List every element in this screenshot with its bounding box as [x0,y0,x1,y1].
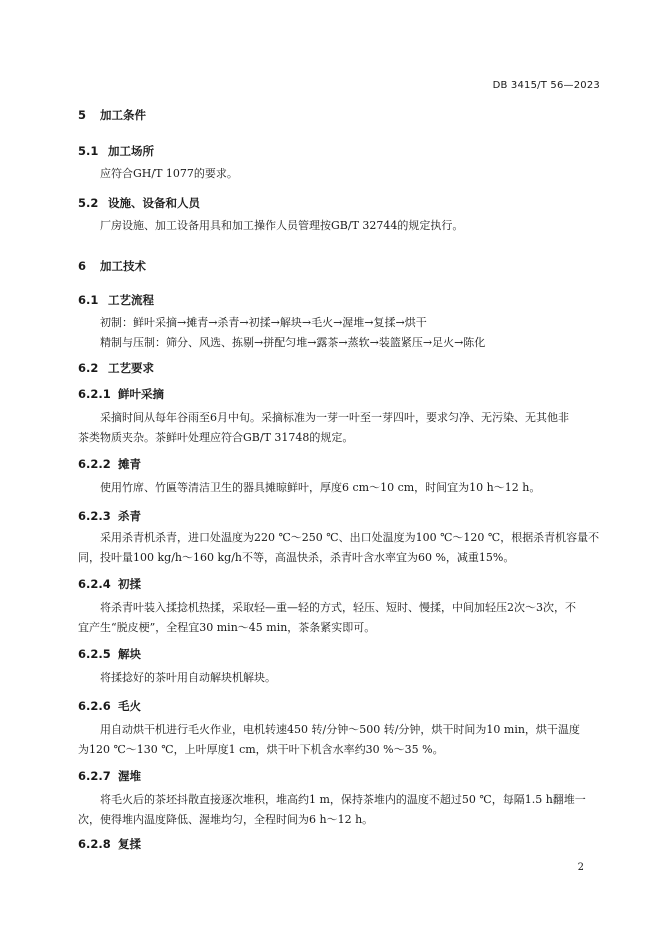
paragraph-line: 精制与压制：筛分、风选、拣剔→拼配匀堆→露茶→蒸软→装篮紧压→足火→陈化 [100,336,486,349]
heading-title: 加工技术 [100,259,146,273]
heading-number: 6.2.8 [78,837,111,851]
paragraph-6-1 [78,313,600,353]
heading-5-1 [78,143,154,159]
paragraph-line: 宜产生“脱皮梗”，全程宜30 min～45 min，茶条紧实即可。 [78,621,376,634]
heading-6-2-8 [78,836,141,852]
paragraph-line: 将毛火后的茶坯抖散直接逐次堆积，堆高约1 m，保持茶堆内的温度不超过50 ℃，每隔1.5 h翻堆一 [100,793,586,806]
heading-title: 加工场所 [108,144,154,158]
heading-number: 6.2.6 [78,699,111,713]
paragraph-line: 初制：鲜叶采摘→摊青→杀青→初揉→解块→毛火→渥堆→复揉→烘干 [100,316,427,329]
heading-title: 杀青 [118,509,141,523]
heading-title: 加工条件 [100,108,146,122]
heading-6-2-2 [78,456,141,472]
paragraph-6-2-7 [78,790,600,830]
heading-number: 6.2.1 [78,387,111,401]
paragraph-line: 采摘时间从每年谷雨至6月中旬。采摘标准为一芽一叶至一芽四叶，要求匀净、无污染、无其他非 [100,411,569,424]
paragraph-line: 茶类物质夹杂。茶鲜叶处理应符合GB/T 31748的规定。 [78,431,354,444]
heading-6 [78,258,146,274]
heading-title: 渥堆 [118,769,141,783]
paragraph-line: 使用竹席、竹匾等清洁卫生的器具摊晾鲜叶，厚度6 cm～10 cm，时间宜为10 h～12 h。 [100,481,541,494]
heading-number: 6.2.2 [78,457,111,471]
paragraph-6-2-6 [78,720,600,760]
page-number: 2 [577,862,584,873]
heading-title: 工艺要求 [108,361,154,375]
heading-number: 6.1 [78,293,99,307]
heading-number: 6.2.4 [78,577,111,591]
heading-number: 5 [78,108,87,122]
heading-title: 工艺流程 [108,293,154,307]
paragraph-6-2-5 [78,668,600,688]
heading-6-2-3 [78,508,141,524]
heading-title: 初揉 [118,577,141,591]
paragraph-line: 厂房设施、加工设备用具和加工操作人员管理按GB/T 32744的规定执行。 [100,219,464,232]
heading-number: 6.2.7 [78,769,111,783]
paragraph-line: 为120 ℃～130 ℃，上叶厚度1 cm，烘干叶下机含水率约30 %～35 %。 [78,743,444,756]
heading-title: 毛火 [118,699,141,713]
heading-title: 摊青 [118,457,141,471]
heading-6-2-5 [78,646,141,662]
heading-title: 设施、设备和人员 [108,196,200,210]
heading-5 [78,107,146,123]
heading-number: 6 [78,259,87,273]
paragraph-5-1 [78,164,600,184]
document-code: DB 3415/T 56—2023 [492,80,600,91]
paragraph-line: 用自动烘干机进行毛火作业，电机转速450 转/分钟～500 转/分钟，烘干时间为10 min，烘干温度 [100,723,580,736]
heading-number: 5.2 [78,196,99,210]
paragraph-line: 采用杀青机杀青，进口处温度为220 ℃～250 ℃、出口处温度为100 ℃～120 ℃，根据杀青机容量不 [100,531,600,544]
paragraph-line: 将杀青叶装入揉捻机热揉，采取轻—重—轻的方式，轻压、短时、慢揉，中间加轻压2次～3次，不 [100,601,576,614]
paragraph-6-2-3 [78,528,600,568]
heading-number: 6.2.5 [78,647,111,661]
heading-6-2 [78,360,154,376]
heading-5-2 [78,195,200,211]
heading-6-2-1 [78,386,164,402]
heading-number: 5.1 [78,144,99,158]
heading-title: 鲜叶采摘 [118,387,164,401]
heading-6-1 [78,292,154,308]
heading-6-2-4 [78,576,141,592]
paragraph-6-2-1 [78,408,600,448]
heading-title: 复揉 [118,837,141,851]
heading-6-2-6 [78,698,141,714]
paragraph-line: 次，使得堆内温度降低、渥堆均匀，全程时间为6 h～12 h。 [78,813,374,826]
paragraph-6-2-2 [78,478,600,498]
heading-number: 6.2 [78,361,99,375]
paragraph-line: 同，投叶量100 kg/h～160 kg/h不等，高温快杀，杀青叶含水率宜为60 %，减重15%。 [78,551,515,564]
heading-title: 解块 [118,647,141,661]
paragraph-5-2 [78,216,600,236]
paragraph-line: 将揉捻好的茶叶用自动解块机解块。 [100,671,276,684]
paragraph-6-2-4 [78,598,600,638]
paragraph-line: 应符合GH/T 1077的要求。 [100,167,238,180]
heading-number: 6.2.3 [78,509,111,523]
heading-6-2-7 [78,768,141,784]
